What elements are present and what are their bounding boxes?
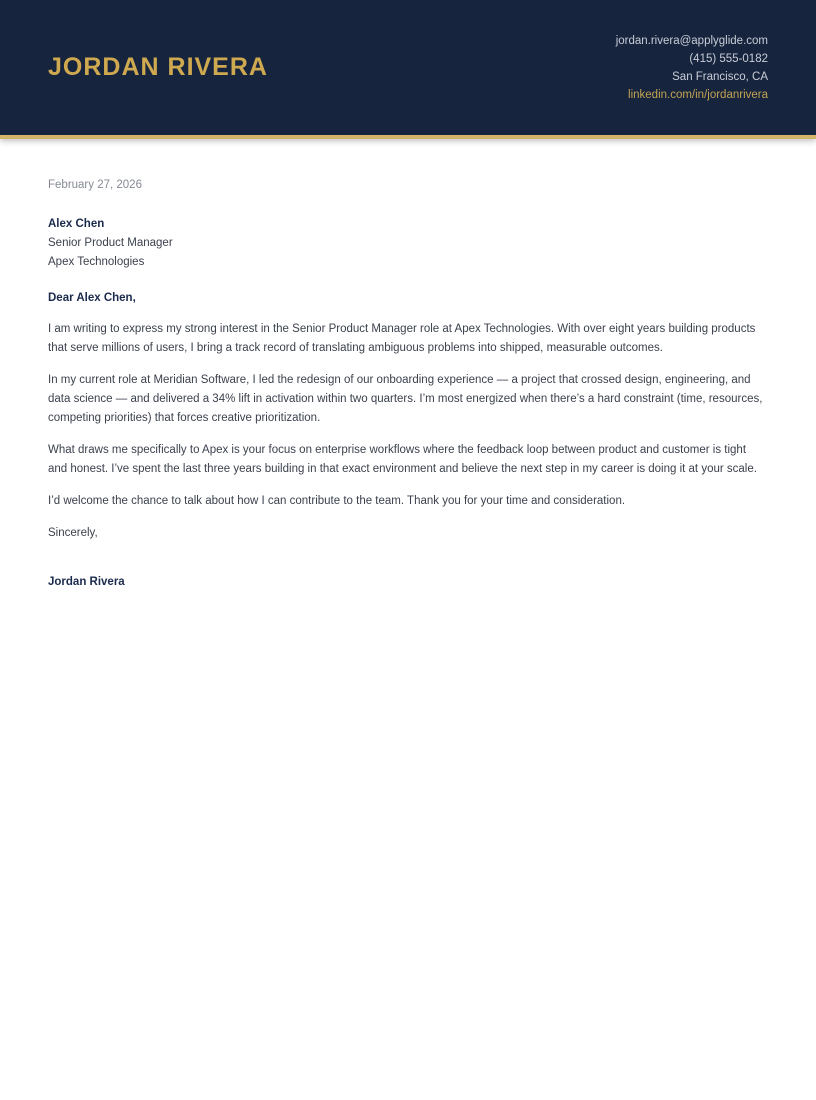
contact-email: jordan.rivera@applyglide.com [615,34,768,47]
contact-linkedin-link[interactable]: linkedin.com/in/jordanrivera [628,88,768,101]
closing-valediction: Sincerely, [48,527,98,539]
recipient-block [48,215,768,272]
recipient-name: Alex Chen [48,218,105,230]
paragraph-call-to-action: I’d welcome the chance to talk about how I can contribute to the team. Thank you for your time and consideration. [48,495,626,507]
candidate-name-heading: JORDAN RIVERA [48,53,268,81]
contact-phone: (415) 555-0182 [689,52,768,65]
paragraph-experience: In my current role at Meridian Software, I led the redesign of our onboarding experience — a project that crossed design, engineering, and data science — and delivered a 34% lift in activation within two quarters. I’m most energized when there’s a hard constraint (time, resources, competing priorities) that forces creative prioritization. [48,374,763,424]
paragraph-intro: I am writing to express my strong interest in the Senior Product Manager role at Apex Technologies. With over eight years building products that serve millions of users, I bring a track record of translating ambiguous problems into shipped, measurable outcomes. [48,323,756,354]
recipient-title: Senior Product Manager [48,237,173,249]
paragraph-motivation: What draws me specifically to Apex is your focus on enterprise workflows where the feedback loop between product and customer is tight and honest. I’ve spent the last three years building in that exact environment and believe the next step in my career is doing it at your scale. [48,444,757,475]
letterhead-header [0,0,816,139]
letter-body [0,139,816,640]
contact-info-block [616,32,768,104]
contact-location: San Francisco, CA [672,70,768,83]
recipient-company: Apex Technologies [48,256,145,268]
signature-name: Jordan Rivera [48,576,125,588]
salutation: Dear Alex Chen, [48,292,136,304]
letter-date: February 27, 2026 [48,179,142,191]
